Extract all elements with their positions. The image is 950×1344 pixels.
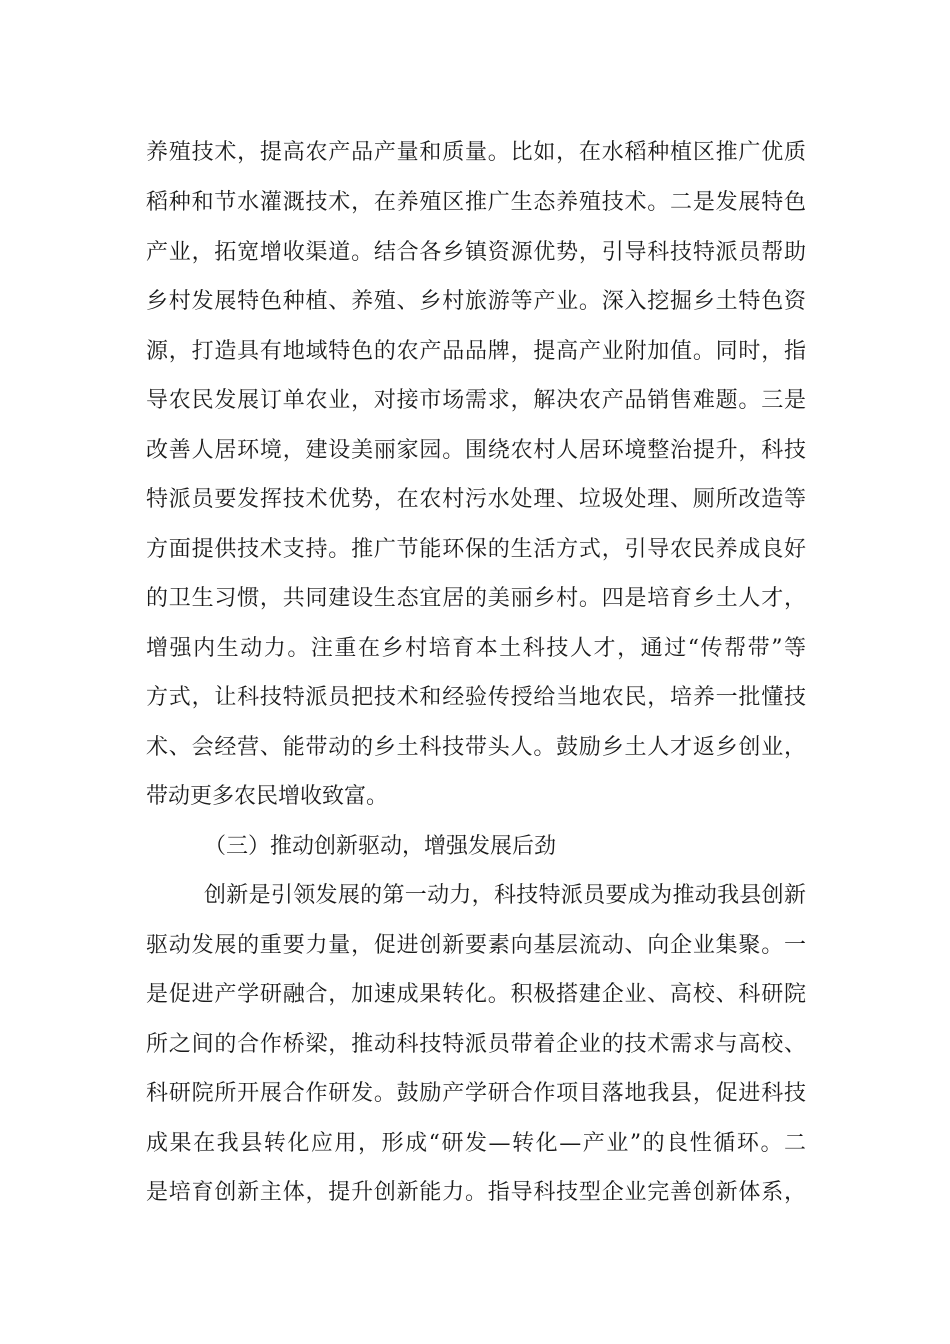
paragraph-line: 是培育创新主体，提升创新能力。指导科技型企业完善创新体系， [146,1180,806,1205]
paragraph-line: 乡村发展特色种植、养殖、乡村旅游等产业。深入挖掘乡土特色资 [146,289,806,314]
paragraph-line: 方式，让科技特派员把技术和经验传授给当地农民，培养一批懂技 [146,685,806,710]
paragraph-line: 驱动发展的重要力量，促进创新要素向基层流动、向企业集聚。一 [146,933,806,958]
paragraph-line: 成果在我县转化应用，形成“研发—转化—产业”的良性循环。二 [146,1131,806,1156]
paragraph-line: 术、会经营、能带动的乡土科技带头人。鼓励乡土人才返乡创业， [146,735,806,760]
paragraph-line: 产业，拓宽增收渠道。结合各乡镇资源优势，引导科技特派员帮助 [146,240,806,265]
paragraph-line: 带动更多农民增收致富。 [146,784,389,809]
paragraph-line: 是促进产学研融合，加速成果转化。积极搭建企业、高校、科研院 [146,982,806,1007]
paragraph-line: 导农民发展订单农业，对接市场需求，解决农产品销售难题。三是 [146,388,806,413]
paragraph-line: 科研院所开展合作研发。鼓励产学研合作项目落地我县，促进科技 [146,1081,806,1106]
paragraph-line: 稻种和节水灌溉技术，在养殖区推广生态养殖技术。二是发展特色 [146,190,806,215]
paragraph-line: 改善人居环境，建设美丽家园。围绕农村人居环境整治提升，科技 [146,438,806,463]
paragraph-line: 创新是引领发展的第一动力，科技特派员要成为推动我县创新 [204,883,806,908]
paragraph-line: 所之间的合作桥梁，推动科技特派员带着企业的技术需求与高校、 [146,1032,806,1057]
paragraph-line: 方面提供技术支持。推广节能环保的生活方式，引导农民养成良好 [146,537,806,562]
paragraph-line: 源，打造具有地域特色的农产品品牌，提高产业附加值。同时，指 [146,339,806,364]
paragraph-line: 特派员要发挥技术优势，在农村污水处理、垃圾处理、厕所改造等 [146,487,806,512]
paragraph-line: 养殖技术，提高农产品产量和质量。比如，在水稻种植区推广优质 [146,140,806,165]
paragraph-line: 增强内生动力。注重在乡村培育本土科技人才，通过“传帮带”等 [146,636,806,661]
paragraph-line: 的卫生习惯，共同建设生态宜居的美丽乡村。四是培育乡土人才， [146,586,806,611]
section-heading: （三）推动创新驱动，增强发展后劲 [204,834,557,859]
